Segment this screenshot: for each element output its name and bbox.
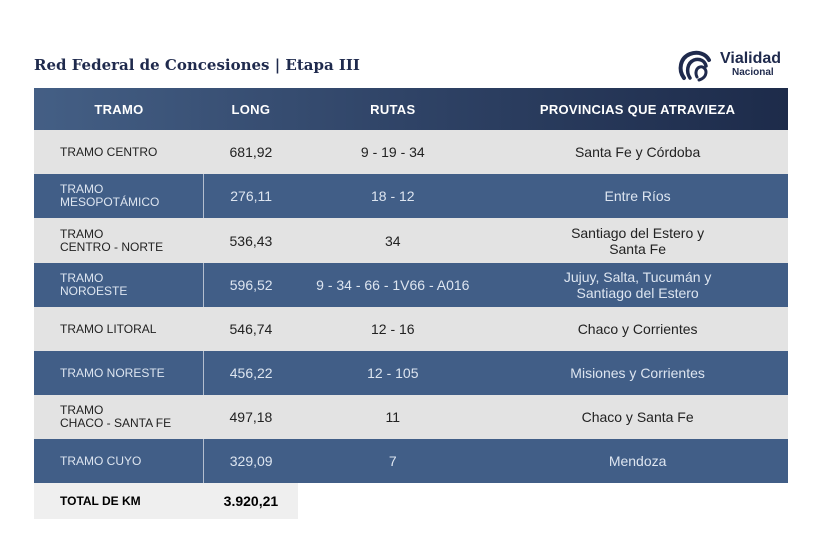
- page-title: Red Federal de Concesiones | Etapa III: [34, 56, 360, 74]
- cell-provincias: Jujuy, Salta, Tucumán y Santiago del Estero: [563, 269, 712, 301]
- cell-tramo: TRAMO MESOPOTÁMICO: [60, 182, 160, 209]
- column-header-provincias: PROVINCIAS QUE ATRAVIEZA: [539, 101, 736, 117]
- cell-provincias: Entre Ríos: [604, 188, 671, 204]
- table-row: [34, 439, 788, 483]
- cell-tramo: TRAMO CUYO: [60, 453, 142, 468]
- table-row: [34, 174, 788, 218]
- table-row: [34, 218, 788, 263]
- cell-long: 456,22: [204, 351, 298, 395]
- cell-provincias: Santiago del Estero y Santa Fe: [571, 224, 705, 257]
- cell-rutas: 7: [388, 453, 397, 469]
- cell-tramo: TRAMO CHACO - SANTA FE: [60, 403, 172, 430]
- column-header-tramo: TRAMO: [94, 101, 144, 117]
- cell-rutas: 34: [385, 232, 401, 249]
- cell-tramo: TRAMO LITORAL: [60, 321, 157, 336]
- vialidad-logo: [676, 48, 796, 86]
- cell-provincias: Chaco y Corrientes: [577, 321, 698, 337]
- cell-provincias: Chaco y Santa Fe: [581, 409, 694, 425]
- cell-tramo: TRAMO CENTRO - NORTE: [60, 226, 164, 254]
- table-row: [34, 130, 788, 174]
- cell-rutas: 9 - 34 - 66 - 1V66 - A016: [316, 277, 470, 293]
- cell-rutas: 11: [385, 409, 401, 425]
- cell-long: 497,18: [229, 409, 273, 425]
- cell-long: 546,74: [229, 321, 273, 337]
- cell-rutas: 9 - 19 - 34: [360, 144, 425, 160]
- vialidad-swirl-icon: [676, 48, 718, 84]
- cell-long: 681,92: [229, 144, 273, 160]
- cell-provincias: Misiones y Corrientes: [570, 365, 705, 381]
- cell-provincias: Santa Fe y Córdoba: [574, 144, 701, 160]
- cell-long: 536,43: [229, 232, 273, 249]
- cell-rutas: 12 - 16: [371, 321, 415, 337]
- cell-long: 276,11: [204, 174, 298, 218]
- logo-text-main: Vialidad: [720, 50, 782, 67]
- table-total-row: [34, 483, 788, 519]
- table-header-row: [34, 88, 788, 130]
- concessions-table: [34, 88, 788, 519]
- table-row: [34, 307, 788, 351]
- cell-tramo: TRAMO NORESTE: [60, 365, 165, 380]
- cell-rutas: 18 - 12: [371, 188, 415, 204]
- logo-text-sub: Nacional: [732, 67, 774, 78]
- table-row: [34, 263, 788, 307]
- total-label: TOTAL DE KM: [60, 493, 141, 508]
- table-row: [34, 351, 788, 395]
- cell-long: 329,09: [204, 439, 298, 483]
- cell-long: 596,52: [204, 263, 298, 307]
- total-value: 3.920,21: [223, 493, 279, 509]
- column-header-long: LONG: [231, 101, 271, 117]
- table-row: [34, 395, 788, 439]
- empty-cell: [298, 483, 488, 519]
- cell-tramo: TRAMO CENTRO: [60, 144, 158, 159]
- cell-rutas: 12 - 105: [367, 365, 419, 381]
- column-header-rutas: RUTAS: [370, 101, 416, 117]
- cell-tramo: TRAMO NOROESTE: [60, 271, 128, 298]
- cell-provincias: Mendoza: [608, 453, 667, 469]
- empty-cell: [488, 483, 788, 519]
